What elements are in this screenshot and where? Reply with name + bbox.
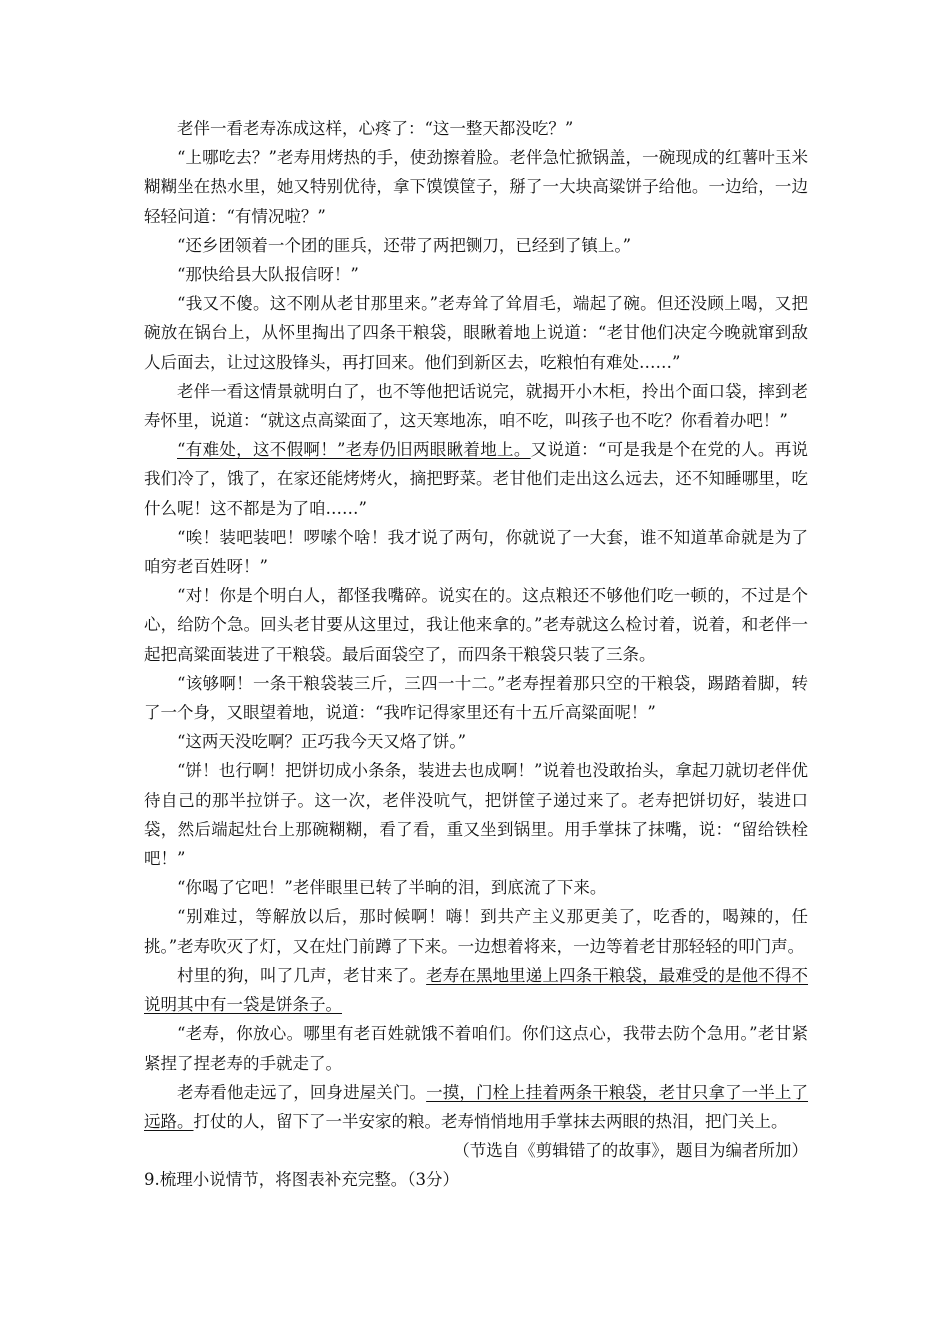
paragraph-text: 又说道：“可是我是个在党的人。再说我们冷了，饿了，在家还能烤烤火，摘把野菜。老甘他们走出这么远去，还不知睡哪里，吃什么呢！这不都是为了咱……” <box>144 440 808 518</box>
paragraph: “这两天没吃啊？正巧我今天又烙了饼。” <box>177 732 467 752</box>
paragraph: “你喝了它吧！”老伴眼里已转了半晌的泪，到底流了下来。 <box>177 878 607 898</box>
paragraph: “该够啊！一条干粮袋装三斤，三四一十二。”老寿捏着那只空的干粮袋，踢踏着脚，转了一个身，又眼望着地，说道：“我咋记得家里还有十五斤高粱面呢！” <box>144 673 808 723</box>
paragraph: “唉！装吧装吧！啰嗦个啥！我才说了两句，你就说了一大套，谁不知道革命就是为了咱穷老百姓呀！” <box>144 527 808 577</box>
paragraph <box>144 961 808 1019</box>
paragraph: “对！你是个明白人，都怪我嘴碎。说实在的。这点粮还不够他们吃一顿的，不过是个心，给防个急。回头老甘要从这里过，我让他来拿的。”老寿就这么检讨着，说着，和老伴一起把高粱面装进了干粮袋。最后面袋空了，而四条干粮袋只装了三条。 <box>144 586 808 664</box>
source-note: （节选自《剪辑错了的故事》，题目为编者所加） <box>453 1141 808 1161</box>
underlined-sentence: 老寿在黑地里递上四条干粮袋，最难受的是他不得不说明其中有一袋是饼条子。 <box>144 965 809 1015</box>
paragraph: “别难过，等解放以后，那时候啊！嗨！到共产主义那更美了，吃香的，喝辣的，任挑。”老寿吹灭了灯，又在灶门前蹲了下来。一边想着将来，一边等着老甘那轻轻的叩门声。 <box>144 907 808 956</box>
underlined-sentence: “有难处，这不假啊！”老寿仍旧两眼瞅着地上。 <box>177 440 531 460</box>
underlined-sentence: 一摸，门栓上挂着两条干粮袋，老甘只拿了一半上了远路。 <box>144 1082 809 1131</box>
paragraph <box>144 1078 808 1136</box>
paragraph: “饼！也行啊！把饼切成小条条，装进去也成啊！”说着也没敢抬头，拿起刀就切老伴优待自己的那半拉饼子。这一次，老伴没吭气，把饼筐子递过来了。老寿把饼切好，装进口袋，然后端起灶台上那碗糊糊，看了看，重又坐到锅里。用手掌抹了抹嘴，说：“留给铁栓吧！” <box>144 761 808 869</box>
paragraph: 老伴一看这情景就明白了，也不等他把话说完，就揭开小木柜，拎出个面口袋，摔到老寿怀里，说道：“就这点高粱面了，这天寒地冻，咱不吃，叫孩子也不吃？你看着办吧！” <box>144 381 808 431</box>
paragraph: “老寿，你放心。哪里有老百姓就饿不着咱们。你们这点心，我带去防个急用。”老甘紧紧捏了捏老寿的手就走了。 <box>144 1024 808 1073</box>
paragraph: 老伴一看老寿冻成这样，心疼了：“这一整天都没吃？” <box>177 119 574 138</box>
question-9: 9.梳理小说情节，将图表补充完整。（3分） <box>144 1170 459 1190</box>
paragraph: “还乡团领着一个团的匪兵，还带了两把铡刀，已经到了镇上。” <box>177 235 632 255</box>
paragraph: “那快给县大队报信呀！” <box>177 265 359 285</box>
paragraph-text: 打仗的人，留下了一半安家的粮。老寿悄悄地用手掌抹去两眼的热泪，把门关上。 <box>193 1111 788 1131</box>
paragraph <box>144 435 808 523</box>
paragraph: “上哪吃去？”老寿用烤热的手，使劲擦着脸。老伴急忙掀锅盖，一碗现成的红薯叶玉米糊糊坐在热水里，她又特别优待，拿下馍馍筐子，掰了一大块高粱饼子给他。一边给，一边轻轻问道：“有情况啦？” <box>144 148 808 226</box>
paragraph: “我又不傻。这不刚从老甘那里来。”老寿耸了耸眉毛，端起了碗。但还没顾上喝，又把碗放在锅台上，从怀里掏出了四条干粮袋，眼瞅着地上说道：“老甘他们决定今晚就窜到敌人后面去，让过这股锋头，再打回来。他们到新区去，吃粮怕有难处……” <box>144 294 808 372</box>
paragraph-text: 村里的狗，叫了几声，老甘来了。 <box>177 965 427 985</box>
document-page <box>144 114 808 1195</box>
paragraph-text: 老寿看他走远了，回身进屋关门。 <box>177 1082 427 1102</box>
